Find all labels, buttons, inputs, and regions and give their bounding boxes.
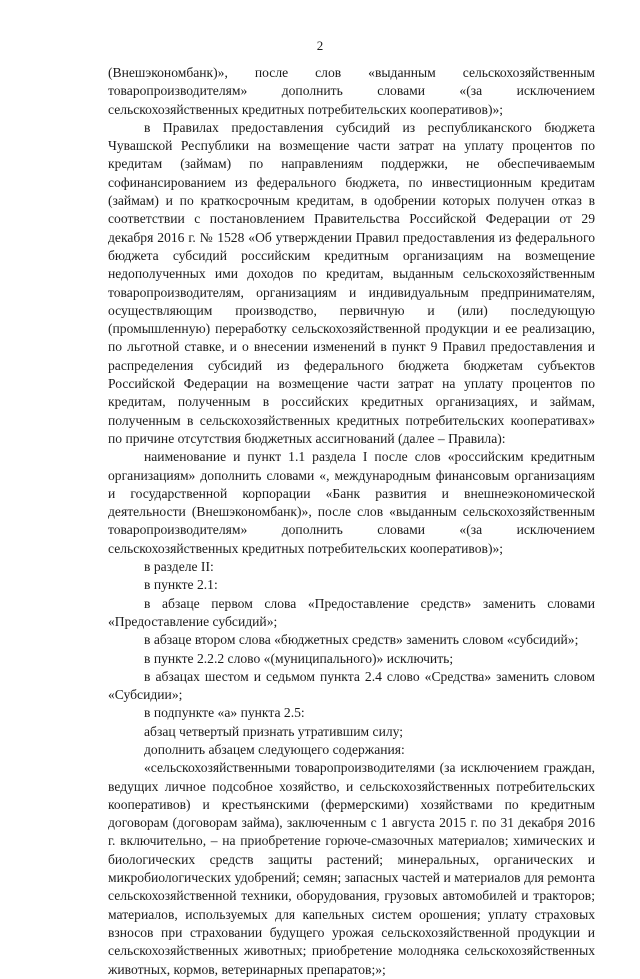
paragraph-section-two: в разделе II: (144, 559, 214, 575)
paragraph-continuation: (Внешэкономбанк)», после слов «выданным сельскохозяйственным товаропроизводителям» дополнить словами «(за исключением сельскохозяйственных кредитных потребительских кооперативов)»; (108, 65, 595, 117)
paragraph-subitem-a: в подпункте «а» пункта 2.5: (144, 705, 305, 721)
paragraph-quoted-text: «сельскохозяйственными товаропроизводителями (за исключением граждан, ведущих личное подсобное хозяйство, и сельскохозяйственных потребительских кооперативов) и крестьянскими (фермерскими) хозяйствами по кредитным договорам (договорам займа), заключенным с 1 августа 2015 г. по 31 декабря 2016 г. включительно, – на приобретение горюче-смазочных материалов; химических и биологических средств защиты растений; минеральных, органических и микробиологических удобрений; семян; запасных частей и материалов для ремонта сельскохозяйственной техники, оборудования, грузовых автомобилей и тракторов; материалов, используемых для капельных систем орошения; уплату страховых взносов при страховании будущего урожая сельскохозяйственной продукции и сельскохозяйственных животных; приобретение молодняка сельскохозяйственных животных, кормов, ветеринарных препаратов;»; (108, 760, 595, 977)
document-body (108, 64, 595, 979)
paragraph-section-one: наименование и пункт 1.1 раздела I после слов «российским кредитным организациям» дополнить словами «, международным финансовым организациям и государственной корпорации «Банк развития и внешнеэкономической деятельности (Внешэкономбанк)», после слов «выданным сельскохозяйственным товаропроизводителям» дополнить словами «(за исключением сельскохозяйственных кредитных потребительских кооперативов)»; (108, 449, 595, 556)
paragraph-rules-intro: в Правилах предоставления субсидий из республиканского бюджета Чувашской Республики на возмещение части затрат на уплату процентов по кредитам (займам) по направлениям поддержки, не обеспечиваемым софинансированием из федерального бюджета, по инвестиционным кредитам (займам) и по краткосрочным кредитам, в одобрении которых получен отказ в соответствии с постановлением Правительства Российской Федерации от 29 декабря 2016 г. № 1528 «Об утверждении Правил предоставления из федерального бюджета субсидий российским кредитным организациям на возмещение недополученных ими доходов по кредитам, выданным сельскохозяйственным товаропроизводителям, организациям и индивидуальным предпринимателям, осуществляющим производство, первичную и (или) последующую (промышленную) переработку сельскохозяйственной продукции и ее реализацию, по льготной ставке, и о внесении изменений в пункт 9 Правил предоставления и распределения субсидий из федерального бюджета бюджетам субъектов Российской Федерации на возмещение части затрат на уплату процентов по кредитам, полученным в российских кредитных организациях, и займам, полученным в сельскохозяйственных кредитных потребительских кооперативах» по причине отсутствия бюджетных ассигнований (далее – Правила): (108, 119, 595, 446)
paragraph-first-abzac: в абзаце первом слова «Предоставление средств» заменить словами «Предоставление субсидий»; (108, 595, 595, 629)
paragraph-fourth-abzac: абзац четвертый признать утратившим силу; (144, 723, 404, 739)
page-number: 2 (316, 38, 324, 53)
paragraph-second-abzac: в абзаце втором слова «бюджетных средств» заменить словом «субсидий»; (144, 632, 579, 648)
paragraph-item-2-4: в абзацах шестом и седьмом пункта 2.4 слово «Средства» заменить словом «Субсидии»; (108, 668, 595, 703)
paragraph-item-2-1: в пункте 2.1: (144, 577, 218, 593)
paragraph-item-2-2-2: в пункте 2.2.2 слово «(муниципального)» исключить; (144, 650, 454, 666)
paragraph-add-abzac: дополнить абзацем следующего содержания: (144, 741, 405, 757)
